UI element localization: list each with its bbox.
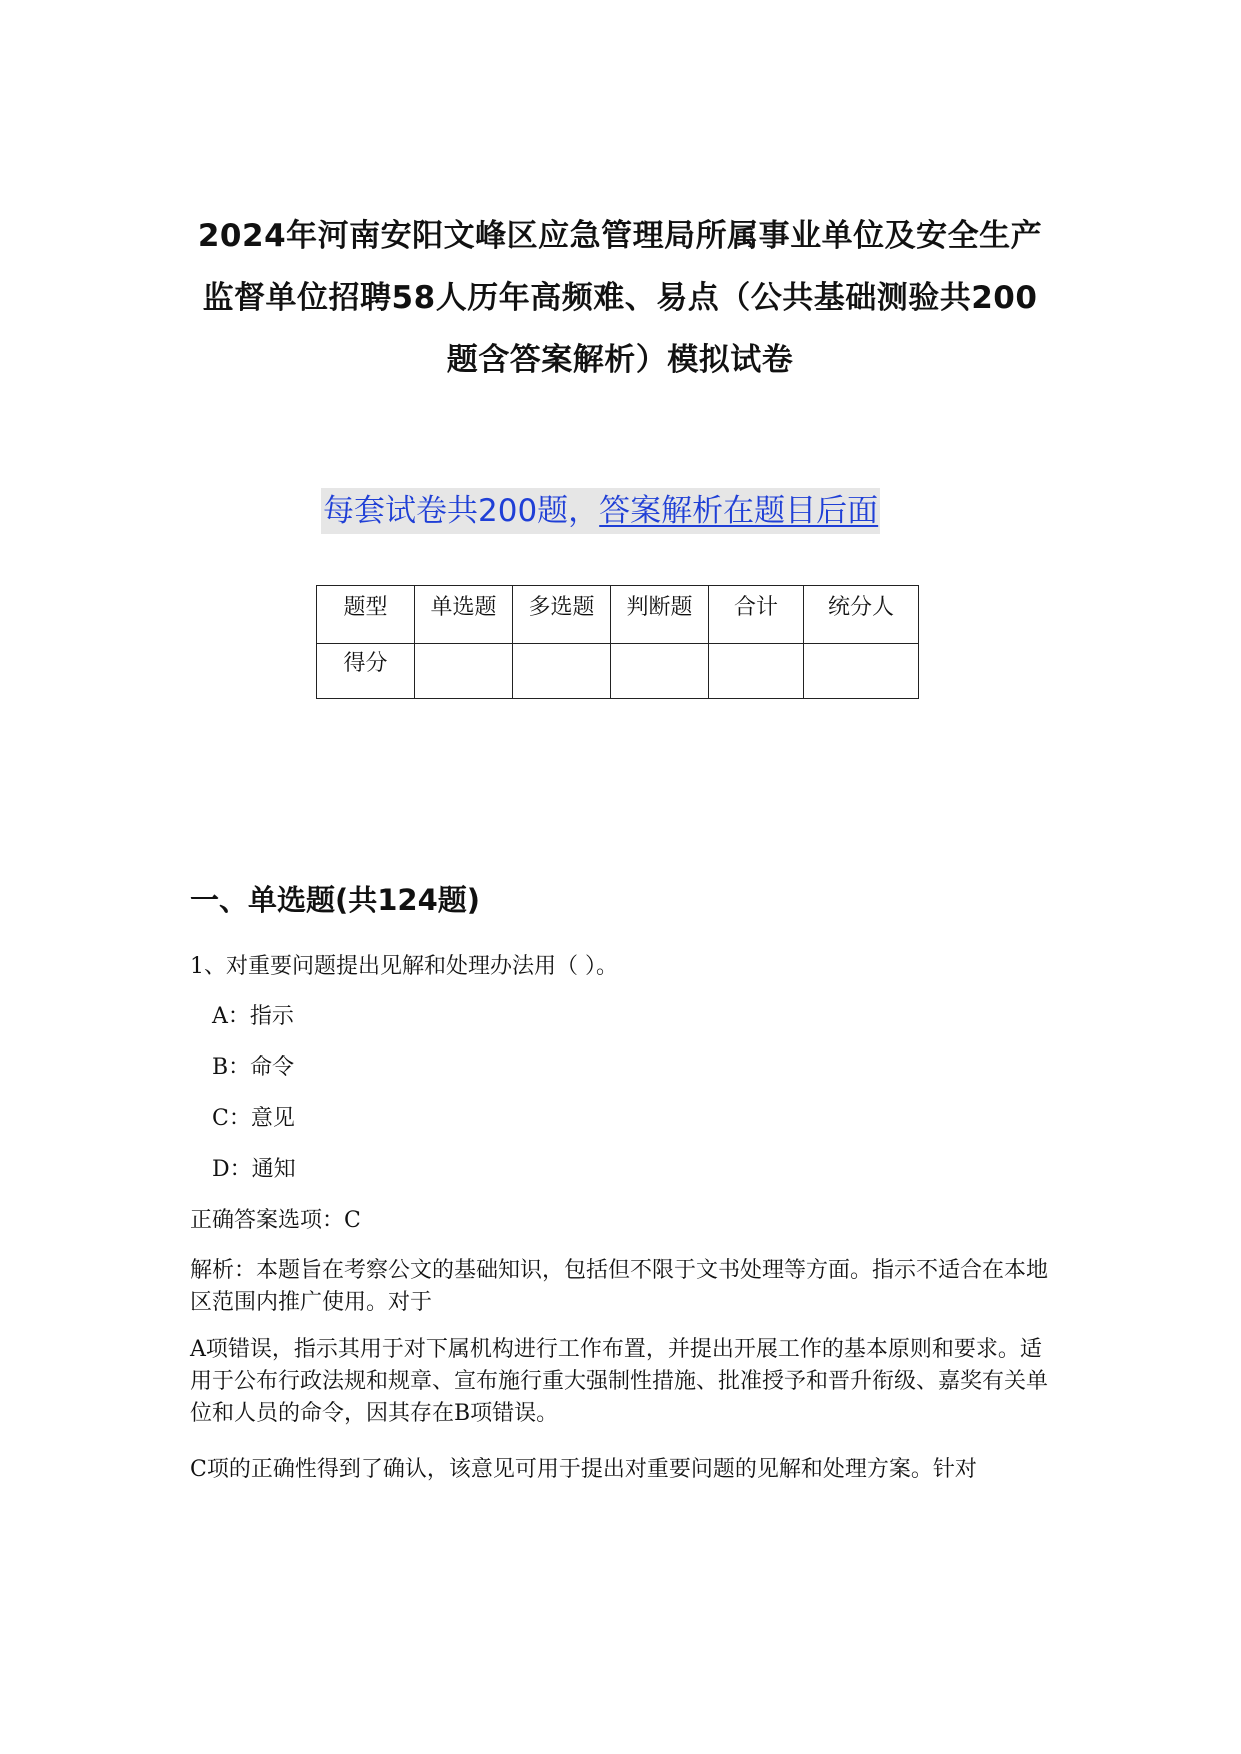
header-cell-total: 合计	[709, 586, 804, 644]
option-c: C：意见	[212, 1106, 295, 1131]
correct-answer: 正确答案选项：C	[190, 1208, 361, 1233]
option-list	[212, 1000, 296, 1204]
score-cell-multiple-choice[interactable]	[513, 644, 611, 699]
score-table-header-row	[317, 586, 919, 644]
option-b: B：命令	[212, 1055, 295, 1080]
answer-location-banner	[321, 488, 880, 534]
option-a: A：指示	[212, 1004, 294, 1029]
row-label-score: 得分	[317, 644, 415, 699]
explanation-paragraph: A项错误，指示其用于对下属机构进行工作布置，并提出开展工作的基本原则和要求。适用于公布行政法规和规章、宣布施行重大强制性措施、批准授予和晋升衔级、嘉奖有关单位和人员的命令，因其存在B项错误。	[190, 1337, 1049, 1426]
banner-text: 每套试卷共200题，	[323, 493, 600, 529]
score-cell-scorer[interactable]	[804, 644, 919, 699]
score-table	[316, 585, 919, 699]
header-cell-true-false: 判断题	[611, 586, 709, 644]
header-cell-type: 题型	[317, 586, 415, 644]
section-heading: 一、单选题(共124题)	[190, 883, 481, 917]
option-d: D：通知	[212, 1157, 296, 1182]
banner-link[interactable]: 答案解析在题目后面	[599, 493, 879, 529]
question-stem: 1、对重要问题提出见解和处理办法用（ ）。	[190, 954, 618, 979]
score-cell-total[interactable]	[709, 644, 804, 699]
header-cell-multiple-choice: 多选题	[513, 586, 611, 644]
document-title: 2024年河南安阳文峰区应急管理局所属事业单位及安全生产监督单位招聘58人历年高频难、易点（公共基础测验共200题含答案解析）模拟试卷	[197, 218, 1043, 378]
explanation-paragraph: C项的正确性得到了确认，该意见可用于提出对重要问题的见解和处理方案。针对	[190, 1457, 977, 1482]
explanation-paragraph: 解析：本题旨在考察公文的基础知识，包括但不限于文书处理等方面。指示不适合在本地区范围内推广使用。对于	[190, 1258, 1049, 1315]
header-cell-scorer: 统分人	[804, 586, 919, 644]
score-cell-true-false[interactable]	[611, 644, 709, 699]
score-cell-single-choice[interactable]	[415, 644, 513, 699]
score-table-row	[317, 644, 919, 699]
header-cell-single-choice: 单选题	[415, 586, 513, 644]
